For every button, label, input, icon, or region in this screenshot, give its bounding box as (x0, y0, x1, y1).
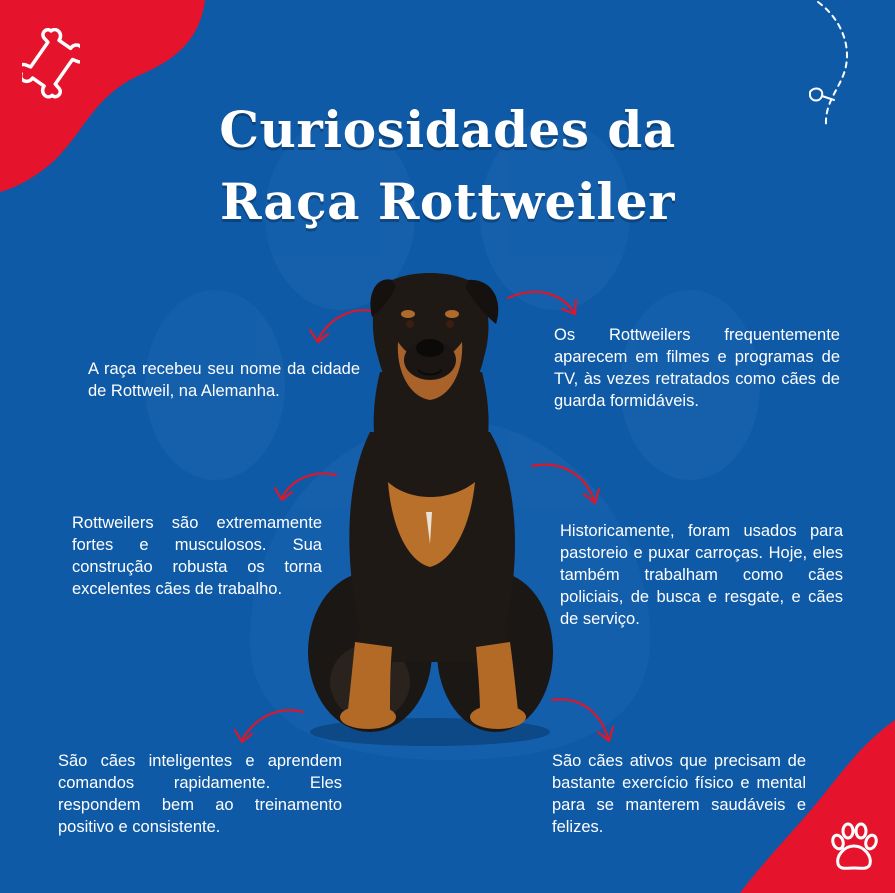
fact-media: Os Rottweilers frequentemente aparecem em filmes e programas de TV, às vezes retratados como cães de guarda formidáveis. (554, 326, 840, 410)
fact-intelligence: São cães inteligentes e aprendem comandos rapidamente. Eles respondem bem ao treinamento positivo e consistente. (58, 752, 342, 836)
paw-print-icon (828, 822, 880, 874)
bone-icon (22, 28, 80, 100)
fact-name-origin: A raça recebeu seu nome da cidade de Rottweil, na Alemanha. (88, 360, 360, 400)
fact-activity: São cães ativos que precisam de bastante exercício físico e mental para se manterem saudáveis e felizes. (552, 752, 806, 836)
rottweiler-dog-image (300, 262, 560, 752)
fact-history: Historicamente, foram usados para pastoreio e puxar carroças. Hoje, eles também trabalham como cães policiais, de busca e resgate, e cães de serviço. (560, 522, 843, 628)
title-line-1: Curiosidades da (219, 100, 676, 159)
title-line-2: Raça Rottweiler (220, 172, 675, 231)
fact-strength: Rottweilers são extremamente fortes e musculosos. Sua construção robusta os torna excelentes cães de trabalho. (72, 514, 322, 598)
